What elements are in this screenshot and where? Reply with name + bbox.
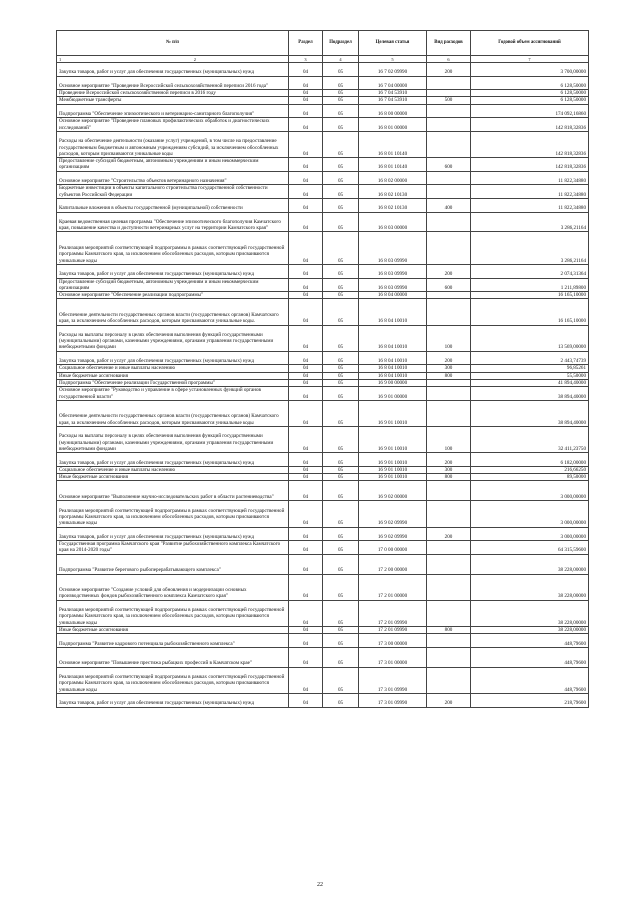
table-row [57,97,589,104]
row-subsection-cell: 05 [323,600,359,626]
row-name-cell: Основное мероприятие "Проведение Всероссийской сельскохозяйственной переписи 2016 года" [57,76,289,90]
row-name-cell: Бюджетные инвестиции в объекты капитального строительства государственной собственности субъектов Российской Федерации [57,185,289,199]
row-section-cell: 04 [289,198,323,212]
col-number: 1 2 [57,56,289,63]
row-subsection-cell: 05 [323,453,359,467]
row-expense-type-cell [427,379,471,386]
budget-table [56,30,589,708]
row-name-cell: Основное мероприятие "Руководство и управление в сфере установленных функций органов государственной власти" [57,387,289,401]
row-subsection-cell: 05 [323,466,359,473]
table-row [57,554,589,574]
row-section-cell: 04 [289,634,323,648]
row-expense-type-cell: 800 [427,626,471,633]
table-row [57,232,589,265]
row-amount-cell: 3 000,00000 [471,501,589,527]
table-row [57,379,589,386]
row-expense-type-cell [427,118,471,132]
row-section-cell: 04 [289,232,323,265]
row-subsection-cell: 05 [323,278,359,292]
row-target-cell: 16 9 01 10010 [359,466,427,473]
table-row [57,466,589,473]
header-amount: Годовой объем ассигнований [471,31,589,56]
row-amount-cell: 2 443,74739 [471,351,589,365]
row-name-cell: Реализация мероприятий соответствующей подпрограммы в рамках соответствующей государственной программы Камчатского края, за исключением обособленных расходов, которым присваиваются уникальные коды [57,667,289,693]
row-amount-cell: 142 818,32836 [471,131,589,157]
page-number: 22 [317,882,323,888]
row-amount-cell: 38 228,00000 [471,600,589,626]
row-name-cell: Закупка товаров, работ и услуг для обеспечения государственных (муниципальных) нужд [57,693,289,707]
row-subsection-cell: 05 [323,501,359,527]
row-subsection-cell: 05 [323,474,359,481]
row-target-cell: 16 8 02 00000 [359,171,427,185]
table-row [57,351,589,365]
row-name-cell: Расходы на выплаты персоналу в целях обеспечения выполнения функций государственными (муниципальными) органами, казенными учреждениями, органами управления государственными внебюджетными фондами [57,427,289,453]
row-section-cell: 04 [289,667,323,693]
table-row [57,264,589,278]
row-expense-type-cell [427,600,471,626]
row-section-cell: 04 [289,131,323,157]
row-target-cell: 17 2 00 00000 [359,554,427,574]
table-row [57,372,589,379]
table-row [57,299,589,325]
row-target-cell: 16 7 04 53910 [359,90,427,97]
row-expense-type-cell [427,212,471,232]
row-section-cell: 04 [289,474,323,481]
table-row [57,185,589,199]
row-expense-type-cell: 200 [427,63,471,77]
row-expense-type-cell [427,574,471,600]
row-name-cell: Иные бюджетные ассигнования [57,474,289,481]
row-target-cell: 17 3 01 00000 [359,647,427,667]
row-amount-cell: 3 700,00000 [471,63,589,77]
row-subsection-cell: 05 [323,118,359,132]
row-section-cell: 04 [289,76,323,90]
row-amount-cell: 3 000,00000 [471,481,589,501]
row-subsection-cell: 05 [323,131,359,157]
row-target-cell: 16 8 04 10010 [359,365,427,372]
row-name-cell: Расходы на выплаты персоналу в целях обеспечения выполнения функций государственными (муниципальными) органами, казенными учреждениями, органами управления государственными внебюджетными фондами [57,325,289,351]
row-amount-cell: 174 092,16860 [471,104,589,118]
row-section-cell: 04 [289,292,323,299]
row-name-cell: Основное мероприятие "Обеспечение реализации подпрограммы" [57,292,289,299]
row-amount-cell: 6 128,50000 [471,97,589,104]
row-name-cell: Обеспечение деятельности государственных органов власти (государственных органов) Камчатского края, за исключением обособленных расходов, которым присваиваются уникальные коды [57,400,289,426]
row-name-cell: Реализация мероприятий соответствующей подпрограммы в рамках соответствующей государственной программы Камчатского края, за исключением обособленных расходов, которым присваиваются уникальные коды [57,501,289,527]
row-subsection-cell: 05 [323,427,359,453]
row-subsection-cell: 05 [323,97,359,104]
row-section-cell: 04 [289,481,323,501]
row-amount-cell: 89,50000 [471,474,589,481]
row-expense-type-cell [427,541,471,555]
row-expense-type-cell [427,76,471,90]
table-row [57,541,589,555]
row-amount-cell: 6 128,50000 [471,76,589,90]
row-name-cell: Краевая ведомственная целевая программа "Обеспечение эпизоотического благополучия Камчатского края, повышение качества и доступности ветеринарных услуг на территории Камчатского края" [57,212,289,232]
row-target-cell: 16 8 03 09990 [359,232,427,265]
row-name-cell: Государственная программа Камчатского края "Развитие рыбохозяйственного комплекса Камчатского края на 2014-2020 годы" [57,541,289,555]
row-target-cell: 16 8 01 00000 [359,118,427,132]
row-expense-type-cell [427,400,471,426]
row-expense-type-cell: 200 [427,351,471,365]
row-name-cell: Обеспечение деятельности государственных органов власти (государственных органов) Камчатского края, за исключением обособленных расходов, которым присваиваются уникальные коды. [57,299,289,325]
row-section-cell: 04 [289,325,323,351]
row-subsection-cell: 05 [323,76,359,90]
row-name-cell: Проведение Всероссийской сельскохозяйственной переписи в 2016 году [57,90,289,97]
row-expense-type-cell: 800 [427,372,471,379]
row-subsection-cell: 05 [323,351,359,365]
table-row [57,474,589,481]
row-section-cell: 04 [289,379,323,386]
row-target-cell: 16 9 01 00000 [359,387,427,401]
table-row [57,365,589,372]
table-row [57,574,589,600]
row-target-cell: 16 9 01 10010 [359,474,427,481]
row-section-cell: 04 [289,118,323,132]
table-row [57,292,589,299]
row-target-cell: 16 8 04 10010 [359,372,427,379]
table-row [57,90,589,97]
row-section-cell: 04 [289,264,323,278]
row-amount-cell: 16 165,10000 [471,292,589,299]
row-target-cell: 16 8 03 09990 [359,278,427,292]
row-target-cell: 17 3 00 00000 [359,634,427,648]
row-expense-type-cell: 600 [427,158,471,172]
row-section-cell: 04 [289,427,323,453]
row-amount-cell: 448,79600 [471,647,589,667]
row-name-cell: Подпрограмма "Развитие берегового рыбоперерабатывающего комплекса" [57,554,289,574]
col-number: 5 [359,56,427,63]
row-target-cell: 16 9 01 10010 [359,400,427,426]
row-expense-type-cell [427,299,471,325]
row-target-cell: 16 8 04 10010 [359,325,427,351]
col-number: 2 [193,56,196,62]
row-target-cell: 16 7 04 00000 [359,76,427,90]
header-section: Раздел [289,31,323,56]
row-name-cell: Расходы на обеспечение деятельности (оказание услуг) учреждений, в том числе на предоставление государственным бюджетным и автономным учреждениям субсидий, за исключением обособленных расходов, которым присваиваются уникальные коды [57,131,289,157]
row-section-cell: 04 [289,90,323,97]
row-amount-cell: 3 000,00000 [471,527,589,541]
row-target-cell: 16 8 02 10130 [359,198,427,212]
row-section-cell: 04 [289,171,323,185]
row-amount-cell: 6 128,50000 [471,90,589,97]
row-section-cell: 04 [289,63,323,77]
row-section-cell: 04 [289,554,323,574]
row-section-cell: 04 [289,501,323,527]
row-amount-cell: 13 569,00000 [471,325,589,351]
row-expense-type-cell [427,501,471,527]
row-subsection-cell: 05 [323,634,359,648]
row-target-cell: 16 8 04 10010 [359,299,427,325]
row-subsection-cell: 05 [323,554,359,574]
row-expense-type-cell [427,554,471,574]
row-expense-type-cell: 300 [427,466,471,473]
row-section-cell: 04 [289,185,323,199]
row-name-cell: Закупка товаров, работ и услуг для обеспечения государственных (муниципальных) нужд [57,453,289,467]
col-number: 3 [289,56,323,63]
row-target-cell: 17 3 01 09990 [359,693,427,707]
row-name-cell: Межбюджетные трансферты [57,97,289,104]
header-name: № п/п [57,31,289,56]
row-section-cell: 04 [289,365,323,372]
row-target-cell: 17 2 01 00000 [359,574,427,600]
table-row [57,400,589,426]
row-expense-type-cell: 200 [427,527,471,541]
row-name-cell: Социальное обеспечение и иные выплаты населению [57,466,289,473]
row-expense-type-cell [427,171,471,185]
row-amount-cell: 142 818,32836 [471,118,589,132]
row-subsection-cell: 05 [323,158,359,172]
row-target-cell: 17 2 01 09990 [359,600,427,626]
row-subsection-cell: 05 [323,264,359,278]
row-section-cell: 04 [289,600,323,626]
row-section-cell: 04 [289,351,323,365]
row-amount-cell: 38 894,40000 [471,400,589,426]
row-name-cell: Иные бюджетные ассигнования [57,626,289,633]
table-row [57,171,589,185]
row-expense-type-cell: 200 [427,693,471,707]
row-subsection-cell: 05 [323,481,359,501]
row-subsection-cell: 05 [323,379,359,386]
row-amount-cell: 2 074,31364 [471,264,589,278]
row-name-cell: Иные бюджетные ассигнования [57,372,289,379]
row-target-cell: 16 9 01 10010 [359,427,427,453]
col-number: 4 [323,56,359,63]
row-section-cell: 04 [289,693,323,707]
table-row [57,667,589,693]
table-row [57,600,589,626]
row-target-cell: 17 0 00 00000 [359,541,427,555]
row-expense-type-cell [427,90,471,97]
row-section-cell: 04 [289,400,323,426]
table-body [57,63,589,708]
row-expense-type-cell [427,481,471,501]
row-target-cell: 16 8 01 10140 [359,158,427,172]
row-section-cell: 04 [289,387,323,401]
row-subsection-cell: 05 [323,527,359,541]
col-number: 6 [427,56,471,63]
row-target-cell: 16 8 03 00000 [359,212,427,232]
row-subsection-cell: 05 [323,667,359,693]
row-name-cell: Реализация мероприятий соответствующей подпрограммы в рамках соответствующей государственной программы Камчатского края, за исключением обособленных расходов, которым присваиваются уникальные коды [57,232,289,265]
row-section-cell: 04 [289,158,323,172]
table-row [57,501,589,527]
row-expense-type-cell: 200 [427,453,471,467]
row-target-cell: 16 9 02 09990 [359,501,427,527]
row-expense-type-cell [427,131,471,157]
table-row [57,387,589,401]
row-amount-cell: 3 286,21164 [471,232,589,265]
row-subsection-cell: 05 [323,299,359,325]
row-expense-type-cell: 100 [427,427,471,453]
row-amount-cell: 11 822,34880 [471,171,589,185]
row-subsection-cell: 05 [323,232,359,265]
row-name-cell: Реализация мероприятий соответствующей подпрограммы в рамках соответствующей государственной программы Камчатского края, за исключением обособленных расходов, которым присваиваются уникальные коды [57,600,289,626]
table-row [57,427,589,453]
row-subsection-cell: 05 [323,90,359,97]
row-name-cell: Закупка товаров, работ и услуг для обеспечения государственных (муниципальных) нужд [57,264,289,278]
row-subsection-cell: 05 [323,387,359,401]
row-target-cell: 16 7 04 53910 [359,97,427,104]
row-section-cell: 04 [289,372,323,379]
row-name-cell: Основное мероприятие "Выполнение научно-исследовательских работ в области растениеводства" [57,481,289,501]
row-expense-type-cell: 600 [427,278,471,292]
table-row [57,626,589,633]
row-amount-cell: 96,85261 [471,365,589,372]
row-section-cell: 04 [289,97,323,104]
table-row [57,118,589,132]
row-section-cell: 04 [289,212,323,232]
row-amount-cell: 1 211,89800 [471,278,589,292]
row-amount-cell: 64 315,59600 [471,541,589,555]
row-name-cell: Основное мероприятие "Повышение престижа рыбацких профессий в Камчатском крае" [57,647,289,667]
row-amount-cell: 218,79600 [471,693,589,707]
header-expense-type: Вид расходов [427,31,471,56]
row-amount-cell: 142 818,32836 [471,158,589,172]
table-row [57,527,589,541]
row-amount-cell: 38 228,00000 [471,626,589,633]
row-section-cell: 04 [289,541,323,555]
row-target-cell: 16 8 02 10130 [359,185,427,199]
row-amount-cell: 448,79600 [471,667,589,693]
row-expense-type-cell: 200 [427,264,471,278]
row-amount-cell: 11 822,34880 [471,198,589,212]
row-subsection-cell: 05 [323,541,359,555]
row-expense-type-cell: 400 [427,198,471,212]
row-subsection-cell: 05 [323,693,359,707]
table-row [57,158,589,172]
row-name-cell: Закупка товаров, работ и услуг для обеспечения государственных (муниципальных) нужд [57,63,289,77]
row-expense-type-cell [427,387,471,401]
row-section-cell: 04 [289,574,323,600]
row-expense-type-cell: 300 [427,365,471,372]
row-subsection-cell: 05 [323,198,359,212]
row-target-cell: 16 9 02 09990 [359,527,427,541]
row-amount-cell: 6 182,00000 [471,453,589,467]
row-section-cell: 04 [289,104,323,118]
row-subsection-cell: 05 [323,400,359,426]
row-subsection-cell: 05 [323,372,359,379]
row-subsection-cell: 05 [323,365,359,372]
row-section-cell: 04 [289,527,323,541]
row-amount-cell: 32 411,23750 [471,427,589,453]
row-section-cell: 04 [289,299,323,325]
row-expense-type-cell [427,292,471,299]
row-expense-type-cell [427,667,471,693]
row-name-cell: Основное мероприятие "Создание условий для обновления и модернизации основных производственных фондов рыбохозяйственного комплекса Камчатского края" [57,574,289,600]
table-row [57,63,589,77]
table-row [57,693,589,707]
row-target-cell: 16 9 02 00000 [359,481,427,501]
header-subsection: Подраздел [323,31,359,56]
row-section-cell: 04 [289,453,323,467]
row-name-cell: Основное мероприятие "Проведение плановых профилактических обработок и диагностических исследований" [57,118,289,132]
row-subsection-cell: 05 [323,104,359,118]
table-row [57,198,589,212]
row-expense-type-cell [427,104,471,118]
row-name-cell: Подпрограмма "Обеспечение эпизоотического и ветеринарно-санитарного благополучия" [57,104,289,118]
row-name-cell: Предоставление субсидий бюджетным, автономным учреждениям и иным некоммерческим организациям [57,278,289,292]
row-section-cell: 04 [289,278,323,292]
table-row [57,634,589,648]
row-amount-cell: 448,79600 [471,634,589,648]
row-amount-cell: 41 894,40000 [471,379,589,386]
row-amount-cell: 3 286,21164 [471,212,589,232]
row-subsection-cell: 05 [323,647,359,667]
table-row [57,212,589,232]
row-name-cell: Предоставление субсидий бюджетным, автономным учреждениям и иным некоммерческим организациям [57,158,289,172]
table-row [57,76,589,90]
table-row [57,104,589,118]
row-name-cell: Капитальные вложения в объекты государственной (муниципальной) собственности [57,198,289,212]
row-subsection-cell: 05 [323,171,359,185]
table-row [57,131,589,157]
row-name-cell: Закупка товаров, работ и услуг для обеспечения государственных (муниципальных) нужд [57,527,289,541]
row-subsection-cell: 05 [323,185,359,199]
row-target-cell: 17 2 01 09990 [359,626,427,633]
row-target-cell: 16 9 01 10010 [359,453,427,467]
row-name-cell: Закупка товаров, работ и услуг для обеспечения государственных (муниципальных) нужд [57,351,289,365]
row-amount-cell: 216,66250 [471,466,589,473]
row-name-cell: Подпрограмма "Развитие кадрового потенциала рыбохозяйственного комплекса" [57,634,289,648]
row-expense-type-cell: 800 [427,474,471,481]
row-subsection-cell: 05 [323,626,359,633]
table-row [57,453,589,467]
row-amount-cell: 16 165,10000 [471,299,589,325]
row-subsection-cell: 05 [323,292,359,299]
row-name-cell: Социальное обеспечение и иные выплаты населению [57,365,289,372]
row-name-cell: Подпрограмма "Обеспечение реализации Государственной программы" [57,379,289,386]
table-row [57,647,589,667]
col-number: 7 [471,56,589,63]
row-target-cell: 16 8 03 09990 [359,264,427,278]
row-target-cell: 16 8 00 00000 [359,104,427,118]
row-expense-type-cell [427,647,471,667]
row-target-cell: 17 3 01 09990 [359,667,427,693]
row-expense-type-cell: 100 [427,325,471,351]
row-target-cell: 16 8 04 10010 [359,351,427,365]
row-subsection-cell: 05 [323,212,359,232]
document-page [56,30,588,708]
row-section-cell: 04 [289,466,323,473]
row-subsection-cell: 05 [323,63,359,77]
table-row [57,278,589,292]
table-row [57,481,589,501]
row-target-cell: 16 7 02 09990 [359,63,427,77]
row-subsection-cell: 05 [323,574,359,600]
row-expense-type-cell [427,232,471,265]
row-expense-type-cell: 500 [427,97,471,104]
header-row [57,31,589,56]
row-expense-type-cell [427,185,471,199]
row-target-cell: 16 8 04 00000 [359,292,427,299]
row-expense-type-cell [427,634,471,648]
row-section-cell: 04 [289,647,323,667]
row-target-cell: 16 8 01 10140 [359,131,427,157]
row-subsection-cell: 05 [323,325,359,351]
row-name-cell: Основное мероприятие "Строительство объектов ветеринарного назначения" [57,171,289,185]
column-numbers-row [57,56,589,63]
table-row [57,325,589,351]
row-amount-cell: 55,50000 [471,372,589,379]
row-amount-cell: 38 894,40000 [471,387,589,401]
row-amount-cell: 11 822,34880 [471,185,589,199]
row-amount-cell: 38 228,00000 [471,574,589,600]
row-section-cell: 04 [289,626,323,633]
header-target: Целевая статья [359,31,427,56]
row-amount-cell: 38 228,00000 [471,554,589,574]
row-target-cell: 16 9 00 00000 [359,379,427,386]
